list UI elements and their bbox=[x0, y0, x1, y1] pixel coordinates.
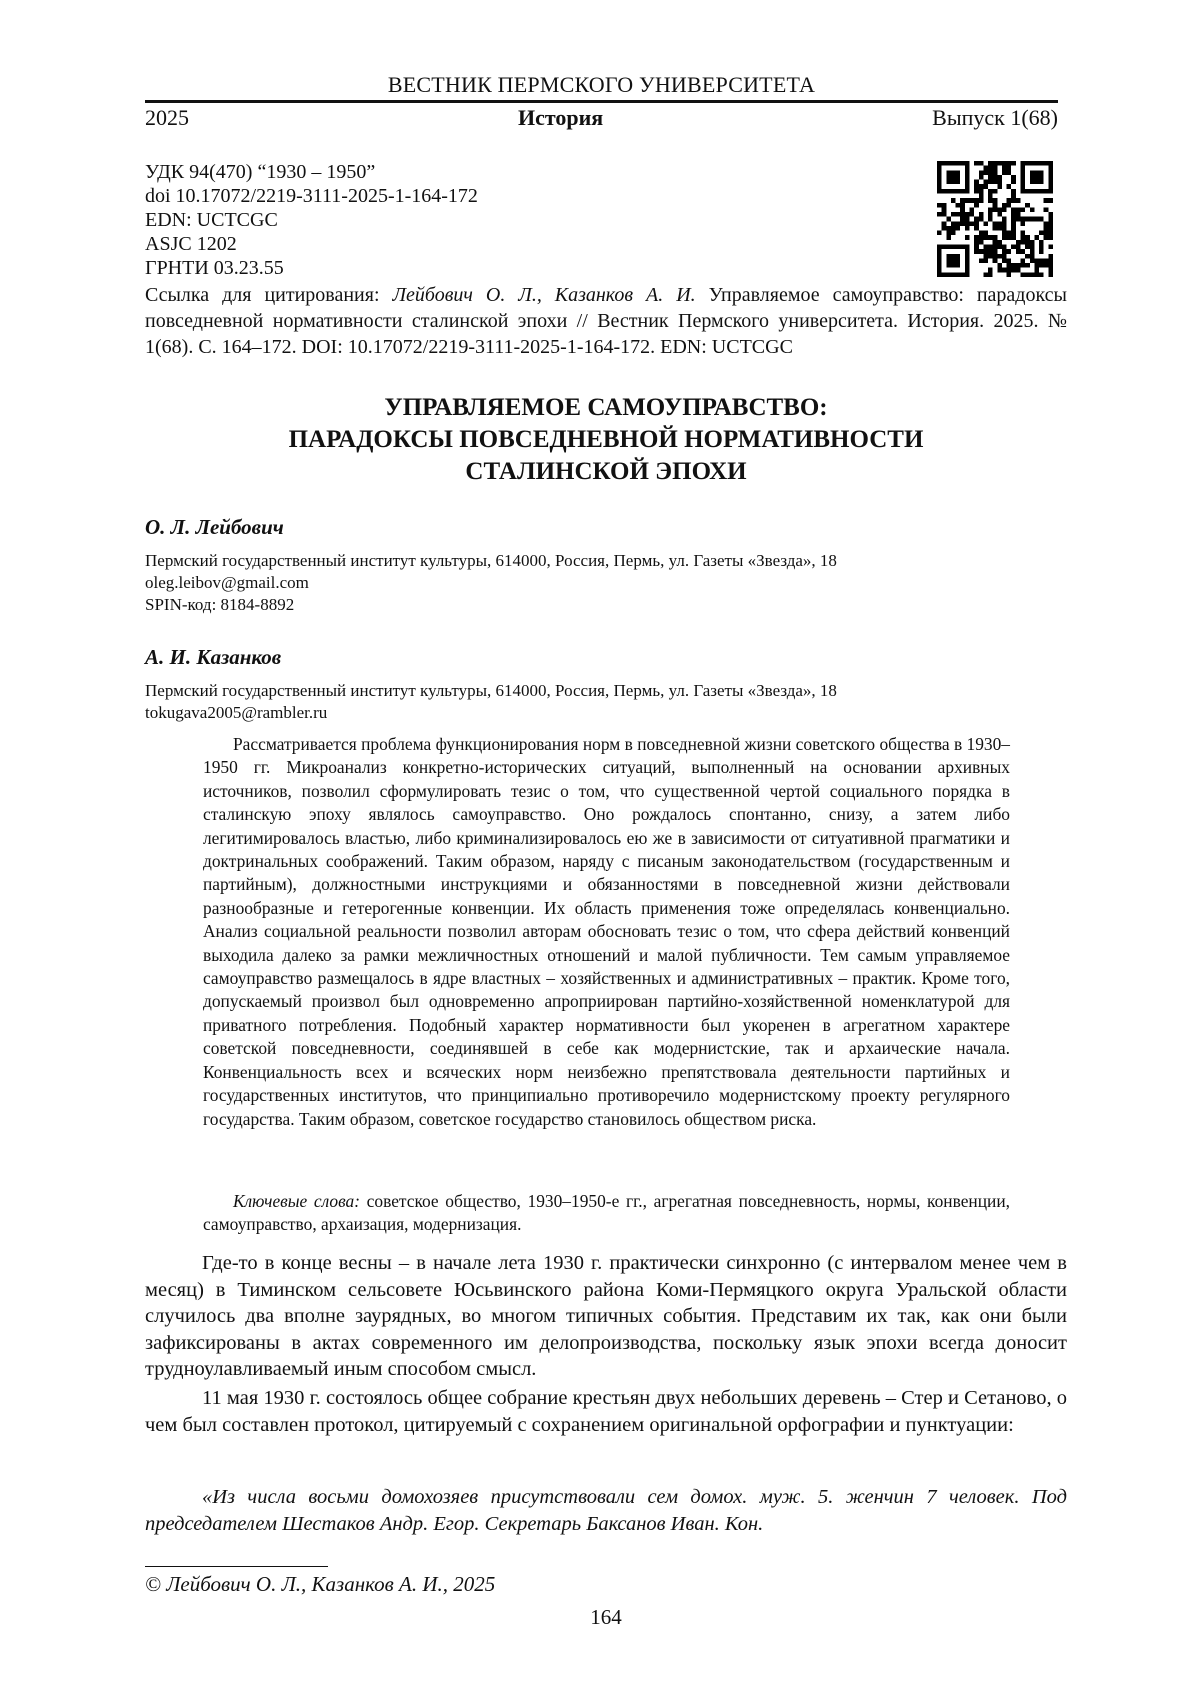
author-affiliation: Пермский государственный институт культуры, 614000, Россия, Пермь, ул. Газеты «Звезда», 18 bbox=[145, 681, 837, 700]
title-line-3: СТАЛИНСКОЙ ЭПОХИ bbox=[465, 458, 747, 485]
citation-text: Управляемое самоуправство: парадоксы повседневной нормативности сталинской эпохи // Вестник Пермского университета. История. 2025. № 1(68). С. 164–172. DOI: 10.17072/2219-3111-2025-1-164-172. EDN: UCTCGC bbox=[145, 284, 1067, 358]
footnote-rule bbox=[145, 1566, 328, 1567]
header-section: История bbox=[517, 105, 604, 130]
header-rule bbox=[145, 100, 1058, 103]
archival-quote bbox=[145, 1484, 1067, 1537]
header-year: 2025 bbox=[145, 105, 189, 130]
keywords bbox=[203, 1190, 1010, 1237]
author-info bbox=[145, 550, 837, 616]
paragraph: 11 мая 1930 г. состоялось общее собрание крестьян двух небольших деревень – Стер и Сетаново, о чем был составлен протокол, цитируемый с сохранением оригинальной орфографии и пунктуации: bbox=[145, 1386, 1067, 1436]
running-header bbox=[145, 105, 1058, 131]
header-issue: Выпуск 1(68) bbox=[932, 105, 1058, 130]
author-affiliation: Пермский государственный институт культуры, 614000, Россия, Пермь, ул. Газеты «Звезда», 18 bbox=[145, 551, 837, 570]
citation bbox=[145, 282, 1067, 360]
doi: doi 10.17072/2219-3111-2025-1-164-172 bbox=[145, 185, 478, 207]
author-name: О. Л. Лейбович bbox=[145, 515, 284, 539]
quote-text: «Из числа восьми домохозяев присутствовали сем домох. муж. 5. женчин 7 человек. Под председателем Шестаков Андр. Егор. Секретарь Баксанов Иван. Кон. bbox=[145, 1486, 1067, 1535]
body-text bbox=[145, 1250, 1067, 1440]
citation-authors: Лейбович О. Л., Казанков А. И. bbox=[392, 284, 696, 306]
asjc: ASJC 1202 bbox=[145, 233, 237, 255]
author-email: oleg.leibov@gmail.com bbox=[145, 573, 309, 592]
title-line-1: УПРАВЛЯЕМОЕ САМОУПРАВСТВО: bbox=[384, 394, 828, 421]
journal-name: ВЕСТНИК ПЕРМСКОГО УНИВЕРСИТЕТА bbox=[387, 72, 816, 97]
keywords-label: Ключевые слова: bbox=[233, 1191, 361, 1211]
author-email: tokugava2005@rambler.ru bbox=[145, 703, 328, 722]
paragraph: Где-то в конце весны – в начале лета 1930 г. практически синхронно (с интервалом менее чем в месяц) в Тиминском сельсовете Юсьвинского района Коми-Пермяцкого округа Уральской области случилось два вполне заурядных, во многом типичных события. Представим их так, как они были зафиксированы в актах современного им делопроизводства, поскольку язык эпохи всегда доносит трудноулавливаемый иным способом смысл. bbox=[145, 1252, 1067, 1381]
udk: УДК 94(470) “1930 – 1950” bbox=[145, 161, 376, 183]
article-metadata bbox=[145, 160, 478, 280]
abstract bbox=[203, 733, 1010, 1131]
copyright: © Лейбович О. Л., Казанков А. И., 2025 bbox=[145, 1572, 496, 1596]
page-number: 164 bbox=[590, 1605, 622, 1629]
author-spin: SPIN-код: 8184-8892 bbox=[145, 595, 295, 614]
grnti: ГРНТИ 03.23.55 bbox=[145, 257, 284, 279]
qr-code-icon bbox=[937, 161, 1053, 277]
title-line-2: ПАРАДОКСЫ ПОВСЕДНЕВНОЙ НОРМАТИВНОСТИ bbox=[288, 426, 924, 453]
citation-label: Ссылка для цитирования: bbox=[145, 284, 393, 306]
author-info bbox=[145, 680, 837, 724]
article-title bbox=[145, 392, 1067, 488]
edn: EDN: UCTCGC bbox=[145, 209, 278, 231]
abstract-text: Рассматривается проблема функционирования норм в повседневной жизни советского общества в 1930–1950 гг. Микроанализ конкретно-исторических ситуаций, выполненный на основании архивных источников, позволил сформулировать тезис о том, что существенной чертой социального порядка в сталинскую эпоху являлось самоуправство. Оно рождалось спонтанно, снизу, а затем либо легитимировалось властью, либо криминализировалось ею же в зависимости от ситуативной прагматики и доктринальных соображений. Таким образом, наряду с писаным законодательством (государственным и партийным), должностными инструкциями и обязанностями в повседневной жизни действовали разнообразные и гетерогенные конвенции. Их область применения тоже определялась конвенциально. Анализ социальной реальности позволил авторам обосновать тезис о том, что сфера действий конвенций выходила далеко за рамки межличностных отношений и малой публичности. Тем самым управляемое самоуправство размещалось в ядре властных – хозяйственных и административных – практик. Кроме того, допускаемый произвол был одновременно апроприирован партийно-хозяйственной номенклатурой для приватного потребления. Подобный характер нормативности был укоренен в агрегатном характере советской повседневности, соединявшей в себе как модернистские, так и архаические начала. Конвенциальность всех и всяческих норм неизбежно препятствовала деятельности партийных и государственных институтов, что принципиально противоречило модернистскому проекту регулярного государства. Таким образом, советское государство становилось обществом риска. bbox=[203, 734, 1010, 1129]
author-name: А. И. Казанков bbox=[145, 645, 282, 669]
keywords-text: советское общество, 1930–1950-е гг., агрегатная повседневность, нормы, конвенции, самоуправство, архаизация, модернизация. bbox=[203, 1191, 1010, 1235]
